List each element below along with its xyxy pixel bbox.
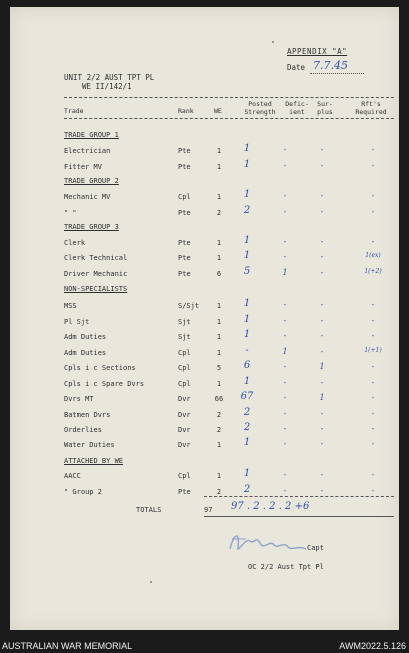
trade-name: Driver Mechanic	[64, 270, 128, 278]
posted-strength-value: 1	[243, 250, 251, 261]
trade-group-heading: TRADE GROUP 3	[64, 223, 119, 231]
trade-name: Fitter MV	[64, 163, 102, 171]
rank-value: Dvr	[178, 395, 191, 403]
surplus-value: -	[320, 237, 324, 246]
posted-strength-value: 1	[243, 329, 251, 340]
surplus-value: -	[320, 331, 324, 340]
rfts-required-value: -	[371, 145, 375, 154]
unit-we-reference: WE II/142/1	[82, 82, 132, 91]
rank-value: Sjt	[178, 318, 191, 326]
archive-caption-bar	[0, 639, 409, 653]
deficient-value: -	[283, 393, 287, 402]
surplus-value: -	[320, 424, 324, 433]
we-value: 1	[216, 318, 222, 326]
posted-strength-value: 2	[243, 205, 251, 216]
we-value: 1	[216, 472, 222, 480]
rfts-required-value: -	[371, 424, 375, 433]
pin-mark	[272, 41, 274, 43]
deficient-value: -	[283, 300, 287, 309]
rank-value: Pte	[178, 270, 191, 278]
we-value: 1	[216, 380, 222, 388]
posted-strength-value: 2	[243, 407, 251, 418]
we-value: 6	[216, 270, 222, 278]
header-surplus	[314, 100, 336, 116]
posted-strength-value: 67	[240, 391, 254, 402]
surplus-value: -	[320, 378, 324, 387]
trade-name: " Group 2	[64, 488, 102, 496]
rank-value: S/Sjt	[178, 302, 200, 310]
rfts-required-value: -	[371, 439, 375, 448]
rfts-required-value: -	[371, 486, 375, 495]
rank-value: Pte	[178, 163, 191, 171]
we-value: 1	[216, 147, 222, 155]
trade-name: Clerk	[64, 239, 86, 247]
posted-strength-value: 1	[243, 314, 251, 325]
totals-handwritten: 97 . 2 . 2 . 2 +6	[231, 501, 310, 512]
deficient-value: -	[283, 362, 287, 371]
trade-name: " "	[64, 209, 77, 217]
unit-title: UNIT 2/2 AUST TPT PL	[64, 73, 155, 82]
rfts-required-value: -	[371, 393, 375, 402]
archive-name: AUSTRALIAN WAR MEMORIAL	[2, 641, 133, 651]
trade-name: MSS	[64, 302, 77, 310]
we-value: 1	[216, 349, 222, 357]
totals-label: TOTALS	[136, 506, 162, 514]
rfts-required-value: 1(ex)	[365, 252, 381, 259]
we-value: 1	[216, 239, 222, 247]
header-rank: Rank	[178, 107, 194, 115]
surplus-value: -	[320, 316, 324, 325]
rfts-required-value: -	[371, 161, 375, 170]
rfts-required-value: 1(+1)	[364, 347, 382, 354]
we-value: 1	[216, 254, 222, 262]
posted-strength-value: 2	[243, 484, 251, 495]
deficient-value: -	[283, 439, 287, 448]
signature-rank: Capt	[307, 544, 324, 552]
we-value: 1	[216, 441, 222, 449]
trade-group-heading: NON-SPECIALISTS	[64, 285, 128, 293]
totals-we: 97	[204, 506, 213, 514]
trade-group-heading: TRADE GROUP 1	[64, 131, 119, 139]
header-bottom-rule	[64, 118, 394, 119]
header-deficient-line1: Defic-	[285, 100, 309, 108]
trade-name: Clerk Technical	[64, 254, 128, 262]
rfts-required-value: -	[371, 191, 375, 200]
deficient-value: -	[283, 424, 287, 433]
date-value: 7.7.45	[313, 59, 348, 72]
surplus-value: 1	[319, 362, 325, 371]
header-rfts-required	[348, 100, 394, 116]
rfts-required-value: -	[371, 316, 375, 325]
surplus-value: -	[320, 486, 324, 495]
trade-name: Water Duties	[64, 441, 115, 449]
trade-name: Pl Sjt	[64, 318, 90, 326]
rfts-required-value: -	[371, 237, 375, 246]
posted-strength-value: -	[245, 345, 249, 356]
we-value: 2	[216, 426, 222, 434]
rfts-required-value: -	[371, 207, 375, 216]
deficient-value: -	[283, 207, 287, 216]
surplus-value: -	[320, 439, 324, 448]
signature-title: OC 2/2 Aust Tpt Pl	[248, 563, 324, 571]
rfts-required-value: 1(+2)	[364, 268, 382, 275]
rank-value: Cpl	[178, 380, 191, 388]
rank-value: Dvr	[178, 426, 191, 434]
date-label: Date	[287, 63, 306, 72]
header-rft-line2: Required	[355, 108, 387, 116]
surplus-value: -	[320, 145, 324, 154]
trade-group-heading: ATTACHED BY WE	[64, 457, 124, 465]
rank-value: Pte	[178, 254, 191, 262]
deficient-value: -	[283, 331, 287, 340]
surplus-value: -	[320, 191, 324, 200]
posted-strength-value: 1	[243, 468, 251, 479]
rank-value: Dvr	[178, 411, 191, 419]
posted-strength-value: 1	[243, 376, 251, 387]
deficient-value: -	[283, 145, 287, 154]
surplus-value: -	[320, 409, 324, 418]
trade-name: Mechanic MV	[64, 193, 111, 201]
posted-strength-value: 1	[243, 235, 251, 246]
rfts-required-value: -	[371, 300, 375, 309]
surplus-value: -	[320, 470, 324, 479]
deficient-value: -	[283, 486, 287, 495]
posted-strength-value: 2	[243, 422, 251, 433]
rank-value: Dvr	[178, 441, 191, 449]
surplus-value: -	[320, 252, 324, 261]
header-rft-line1: Rft's	[361, 100, 381, 108]
header-trade: Trade	[64, 107, 84, 115]
rank-value: Pte	[178, 209, 191, 217]
rfts-required-value: -	[371, 470, 375, 479]
date-underline	[310, 73, 364, 74]
rank-value: Sjt	[178, 333, 191, 341]
rank-value: Pte	[178, 239, 191, 247]
deficient-value: 1	[282, 347, 288, 356]
deficient-value: -	[283, 409, 287, 418]
deficient-value: -	[283, 316, 287, 325]
we-value: 2	[216, 411, 222, 419]
header-deficient-line2: ient	[289, 108, 305, 116]
totals-bottom-rule	[204, 516, 394, 517]
totals-rule	[204, 496, 394, 497]
document-page	[10, 7, 399, 630]
trade-name: Orderlies	[64, 426, 102, 434]
posted-strength-value: 1	[243, 189, 251, 200]
deficient-value: -	[283, 191, 287, 200]
deficient-value: -	[283, 378, 287, 387]
we-value: 1	[216, 163, 222, 171]
posted-strength-value: 1	[243, 298, 251, 309]
archive-reference: AWM2022.5.126	[339, 641, 406, 651]
rfts-required-value: -	[371, 362, 375, 371]
trade-name: Cpls i c Spare Dvrs	[64, 380, 145, 388]
we-value: 1	[216, 333, 222, 341]
trade-name: Electrician	[64, 147, 111, 155]
rfts-required-value: -	[371, 378, 375, 387]
header-surplus-line1: Sur-	[317, 100, 333, 108]
posted-strength-value: 6	[243, 360, 251, 371]
surplus-value: -	[320, 347, 324, 356]
posted-strength-value: 1	[243, 159, 251, 170]
deficient-value: -	[283, 470, 287, 479]
rfts-required-value: -	[371, 331, 375, 340]
trade-name: Adm Duties	[64, 333, 107, 341]
signature-scribble	[226, 527, 316, 557]
header-posted-strength	[238, 100, 282, 116]
trade-name: Adm Duties	[64, 349, 107, 357]
rank-value: Cpl	[178, 472, 191, 480]
surplus-value: -	[320, 207, 324, 216]
rfts-required-value: -	[371, 409, 375, 418]
rank-value: Pte	[178, 147, 191, 155]
rank-value: Cpl	[178, 349, 191, 357]
posted-strength-value: 1	[243, 437, 251, 448]
surplus-value: -	[320, 268, 324, 277]
we-value: 5	[216, 364, 222, 372]
header-surplus-line2: plus	[317, 108, 333, 116]
header-posted-line1: Posted	[248, 100, 272, 108]
trade-group-heading: TRADE GROUP 2	[64, 177, 119, 185]
header-we: WE	[214, 107, 222, 115]
deficient-value: 1	[282, 268, 288, 277]
rank-value: Cpl	[178, 364, 191, 372]
posted-strength-value: 1	[243, 143, 251, 154]
header-deficient	[284, 100, 310, 116]
rank-value: Pte	[178, 488, 191, 496]
we-value: 1	[216, 302, 222, 310]
posted-strength-value: 5	[243, 266, 251, 277]
surplus-value: -	[320, 300, 324, 309]
we-value: 66	[214, 395, 224, 403]
surplus-value: -	[320, 161, 324, 170]
we-value: 2	[216, 488, 222, 496]
rank-value: Cpl	[178, 193, 191, 201]
deficient-value: -	[283, 252, 287, 261]
deficient-value: -	[283, 237, 287, 246]
we-value: 1	[216, 193, 222, 201]
we-value: 2	[216, 209, 222, 217]
trade-name: AACC	[64, 472, 81, 480]
deficient-value: -	[283, 161, 287, 170]
surplus-value: 1	[319, 393, 325, 402]
header-posted-line2: Strength	[244, 108, 276, 116]
pin-mark	[150, 581, 152, 583]
trade-name: Cpls i c Sections	[64, 364, 136, 372]
header-rule	[64, 97, 394, 98]
appendix-label: APPENDIX "A"	[287, 47, 348, 56]
trade-name: Dvrs MT	[64, 395, 94, 403]
trade-name: Batmen Dvrs	[64, 411, 111, 419]
